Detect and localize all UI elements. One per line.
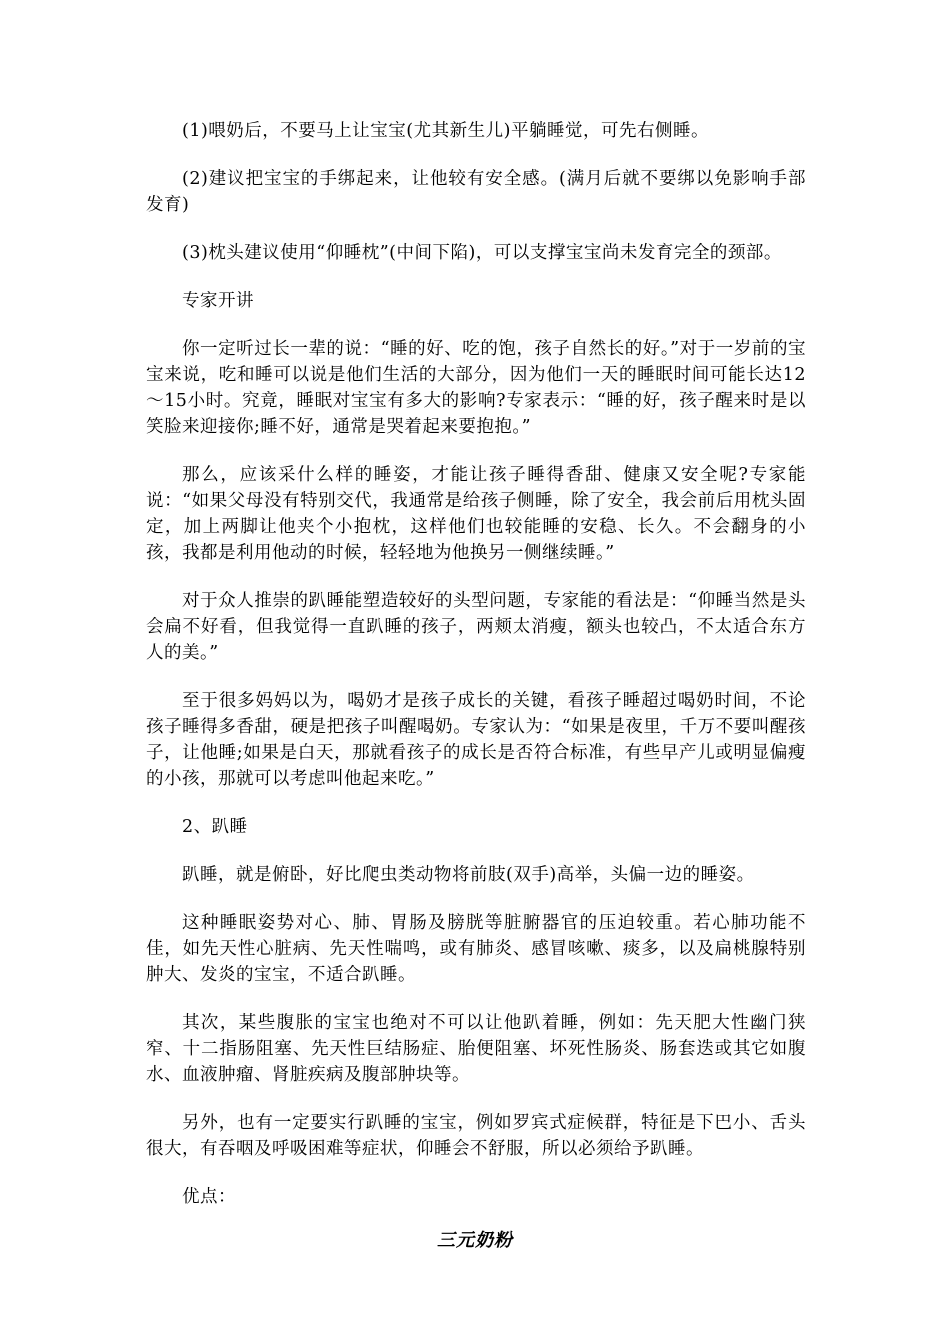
paragraph-3: (3)枕头建议使用“仰睡枕”(中间下陷)，可以支撑宝宝尚未发育完全的颈部。 — [182, 243, 782, 263]
paragraph-5: 你一定听过长一辈的说：“睡的好、吃的饱，孩子自然长的好。”对于一岁前的宝宝来说，吃和睡可以说是他们生活的大部分，因为他们一天的睡眠时间可能长达12～15小时。究竟，睡眠对宝宝有多大的影响?专家表示：“睡的好，孩子醒来时是以笑脸来迎接你;睡不好，通常是哭着起来要抱抱。” — [146, 339, 806, 437]
paragraph-8: 至于很多妈妈以为，喝奶才是孩子成长的关键，看孩子睡超过喝奶时间，不论孩子睡得多香甜，硬是把孩子叫醒喝奶。专家认为：“如果是夜里，千万不要叫醒孩子，让他睡;如果是白天，那就看孩子的成长是否符合标准，有些早产儿或明显偏瘦的小孩，那就可以考虑叫他起来吃。” — [146, 691, 806, 789]
footer-title: 三元奶粉 — [437, 1230, 513, 1251]
paragraph-12: 其次，某些腹胀的宝宝也绝对不可以让他趴着睡，例如：先天肥大性幽门狭窄、十二指肠阻塞、先天性巨结肠症、胎便阻塞、坏死性肠炎、肠套迭或其它如腹水、血液肿瘤、肾脏疾病及腹部肿块等。 — [146, 1013, 806, 1085]
document-body — [146, 118, 806, 1232]
paragraph-7: 对于众人推崇的趴睡能塑造较好的头型问题，专家能的看法是：“仰睡当然是头会扁不好看，但我觉得一直趴睡的孩子，两颊太消瘦，额头也较凸，不太适合东方人的美。” — [146, 591, 806, 663]
paragraph-2: (2)建议把宝宝的手绑起来，让他较有安全感。(满月后就不要绑以免影响手部发育) — [146, 169, 806, 215]
paragraph-1: (1)喂奶后，不要马上让宝宝(尤其新生儿)平躺睡觉，可先右侧睡。 — [182, 121, 709, 141]
paragraph-10: 趴睡，就是俯卧，好比爬虫类动物将前肢(双手)高举，头偏一边的睡姿。 — [182, 865, 755, 885]
paragraph-11: 这种睡眠姿势对心、肺、胃肠及膀胱等脏腑器官的压迫较重。若心肺功能不佳，如先天性心脏病、先天性喘鸣，或有肺炎、感冒咳嗽、痰多，以及扁桃腺特别肿大、发炎的宝宝，不适合趴睡。 — [146, 913, 806, 985]
paragraph-6: 那么，应该采什么样的睡姿，才能让孩子睡得香甜、健康又安全呢?专家能说：“如果父母没有特别交代，我通常是给孩子侧睡，除了安全，我会前后用枕头固定，加上两脚让他夹个小抱枕，这样他们也较能睡的安稳、长久。不会翻身的小孩，我都是利用他动的时候，轻轻地为他换另一侧继续睡。” — [146, 465, 806, 563]
section-heading-advantages: 优点： — [182, 1187, 236, 1207]
section-heading-expert: 专家开讲 — [182, 291, 254, 311]
section-heading-prone: 2、趴睡 — [182, 817, 248, 837]
paragraph-13: 另外，也有一定要实行趴睡的宝宝，例如罗宾式症候群，特征是下巴小、舌头很大，有吞咽及呼吸困难等症状，仰睡会不舒服，所以必须给予趴睡。 — [146, 1113, 806, 1159]
